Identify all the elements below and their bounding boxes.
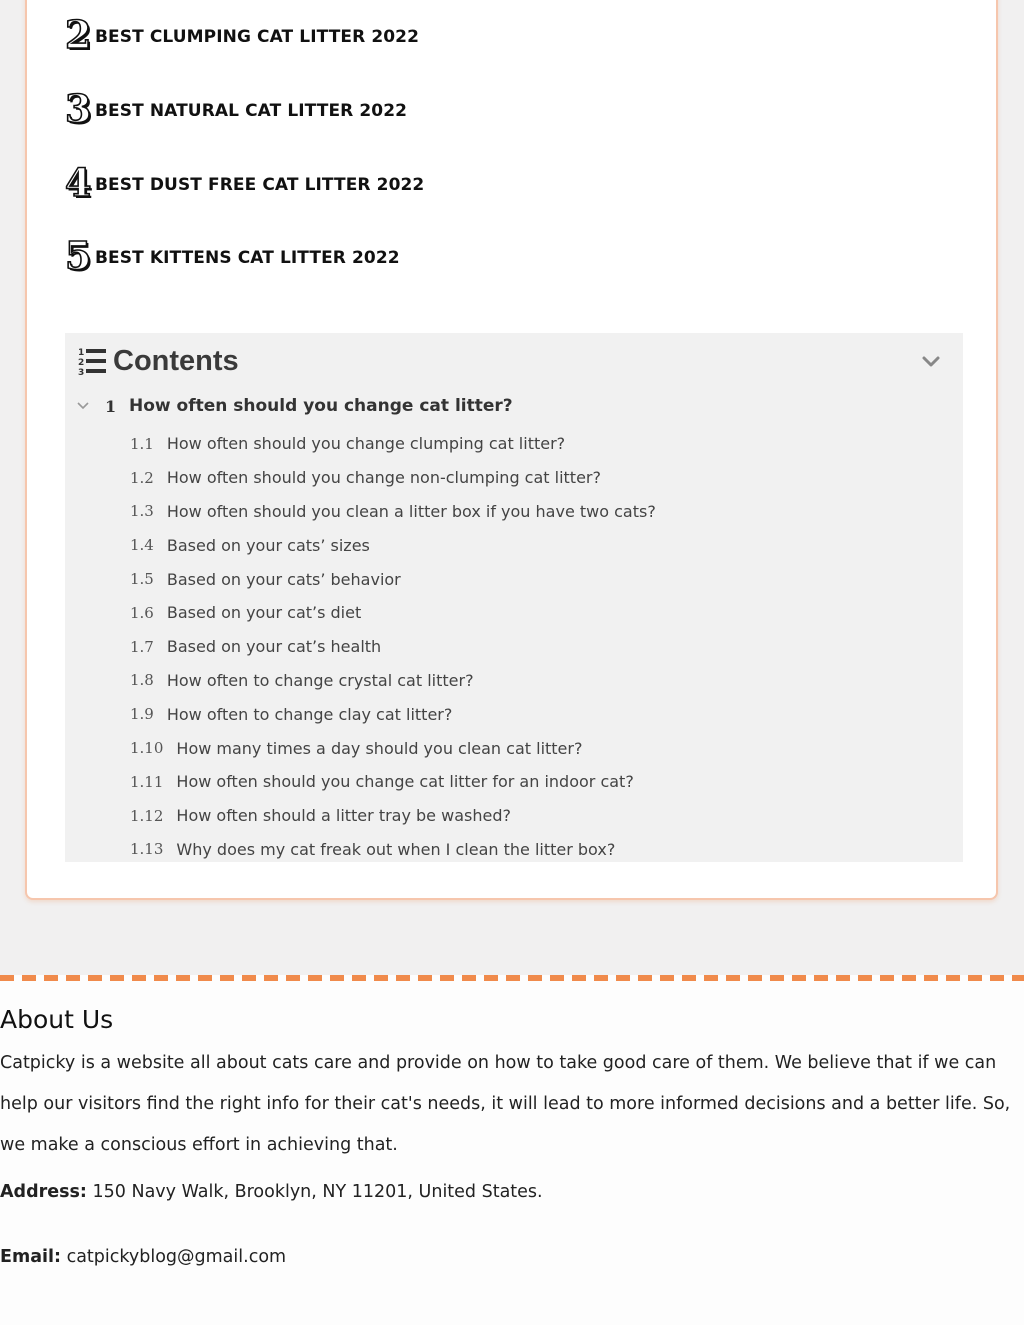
svg-text:1: 1 xyxy=(78,348,85,358)
toc-item-label[interactable]: How often should you change clumping cat litter? xyxy=(166,434,566,454)
toc-item-label[interactable]: How many times a day should you clean cat litter? xyxy=(176,738,583,758)
table-of-contents xyxy=(65,333,963,862)
toc-item-label[interactable]: How often should a litter tray be washed? xyxy=(176,806,511,826)
toc-item-label[interactable]: Why does my cat freak out when I clean the litter box? xyxy=(176,839,616,859)
toc-item-number: 1.7 xyxy=(130,637,154,656)
toc-sub-item[interactable] xyxy=(130,528,656,562)
email-line xyxy=(0,1247,286,1267)
toc-item-number: 1 xyxy=(105,396,117,416)
best-item-kittens[interactable] xyxy=(65,233,565,278)
email-label: Email: xyxy=(0,1247,61,1267)
toc-item-main[interactable] xyxy=(77,393,513,419)
address-value: 150 Navy Walk, Brooklyn, NY 11201, United States. xyxy=(92,1182,543,1202)
number-badge: 2 xyxy=(65,12,92,57)
toc-item-number: 1.6 xyxy=(130,603,154,622)
email-link[interactable]: catpickyblog@gmail.com xyxy=(66,1247,287,1267)
toc-sub-item[interactable] xyxy=(130,461,656,495)
toc-item-label[interactable]: Based on your cats’ behavior xyxy=(166,569,401,589)
toc-item-label[interactable]: How often to change crystal cat litter? xyxy=(166,670,474,690)
toc-item-label[interactable]: Based on your cats’ sizes xyxy=(166,535,370,555)
article-card xyxy=(25,0,998,900)
toc-item-number: 1.10 xyxy=(130,739,164,758)
best-item-label: BEST KITTENS CAT LITTER 2022 xyxy=(95,248,400,268)
toc-item-number: 1.5 xyxy=(130,570,154,589)
toc-item-number: 1.9 xyxy=(130,705,154,724)
best-item-label: BEST CLUMPING CAT LITTER 2022 xyxy=(95,27,420,47)
toc-sub-item[interactable] xyxy=(130,765,656,799)
toc-sub-item[interactable] xyxy=(130,630,656,664)
best-item-natural[interactable] xyxy=(65,86,565,131)
toc-header xyxy=(77,343,947,379)
toc-sub-item[interactable] xyxy=(130,427,656,461)
toc-collapse-toggle[interactable] xyxy=(921,349,947,375)
toc-item-label[interactable]: How often should you clean a litter box if you have two cats? xyxy=(166,501,656,521)
toc-item-number: 1.2 xyxy=(130,468,154,487)
address-label: Address: xyxy=(0,1182,87,1202)
toc-item-number: 1.4 xyxy=(130,536,154,555)
number-badge: 4 xyxy=(65,160,92,205)
address-line xyxy=(0,1182,543,1202)
toc-item-number: 1.11 xyxy=(130,772,164,791)
toc-item-label[interactable]: Based on your cat’s diet xyxy=(166,603,362,623)
toc-item-number: 1.1 xyxy=(130,434,154,453)
toc-sub-item[interactable] xyxy=(130,495,656,529)
toc-item-label[interactable]: How often should you change cat litter? xyxy=(129,396,513,416)
toc-item-number: 1.8 xyxy=(130,671,154,690)
best-item-label: BEST DUST FREE CAT LITTER 2022 xyxy=(95,175,425,195)
chevron-down-icon xyxy=(921,355,941,369)
best-item-label: BEST NATURAL CAT LITTER 2022 xyxy=(95,101,408,121)
toc-item-number: 1.12 xyxy=(130,806,164,825)
toc-sub-item[interactable] xyxy=(130,596,656,630)
toc-sub-list xyxy=(130,427,656,866)
number-badge: 5 xyxy=(65,233,92,278)
about-us-text: Catpicky is a website all about cats care and provide on how to take good care of them. We believe that if we can help our visitors find the right info for their cat's needs, it will lead to more informed decisions and a better life. So, we make a conscious effort in achieving that. xyxy=(0,1053,1011,1155)
toc-item-label[interactable]: How often should you change non-clumping cat litter? xyxy=(166,468,601,488)
toc-item-label[interactable]: How often to change clay cat litter? xyxy=(166,704,453,724)
best-item-clumping[interactable] xyxy=(65,12,565,57)
best-item-dust-free[interactable] xyxy=(65,160,565,205)
toc-title: Contents xyxy=(113,344,239,377)
toc-item-number: 1.13 xyxy=(130,840,164,859)
toc-sub-item[interactable] xyxy=(130,799,656,833)
toc-sub-item[interactable] xyxy=(130,731,656,765)
dashed-divider xyxy=(0,975,1024,981)
number-badge: 3 xyxy=(65,86,92,131)
toc-item-label[interactable]: How often should you change cat litter for an indoor cat? xyxy=(176,772,634,792)
svg-text:2: 2 xyxy=(78,358,85,368)
toc-sub-item[interactable] xyxy=(130,562,656,596)
toc-item-number: 1.3 xyxy=(130,502,154,521)
chevron-down-icon[interactable] xyxy=(77,402,105,410)
svg-text:3: 3 xyxy=(78,368,85,376)
toc-sub-item[interactable] xyxy=(130,833,656,867)
about-us-heading: About Us xyxy=(0,1005,114,1034)
toc-sub-item[interactable] xyxy=(130,664,656,698)
toc-item-label[interactable]: Based on your cat’s health xyxy=(166,637,382,657)
site-footer xyxy=(0,975,1024,1325)
toc-sub-item[interactable] xyxy=(130,697,656,731)
numbered-list-icon xyxy=(77,346,107,376)
